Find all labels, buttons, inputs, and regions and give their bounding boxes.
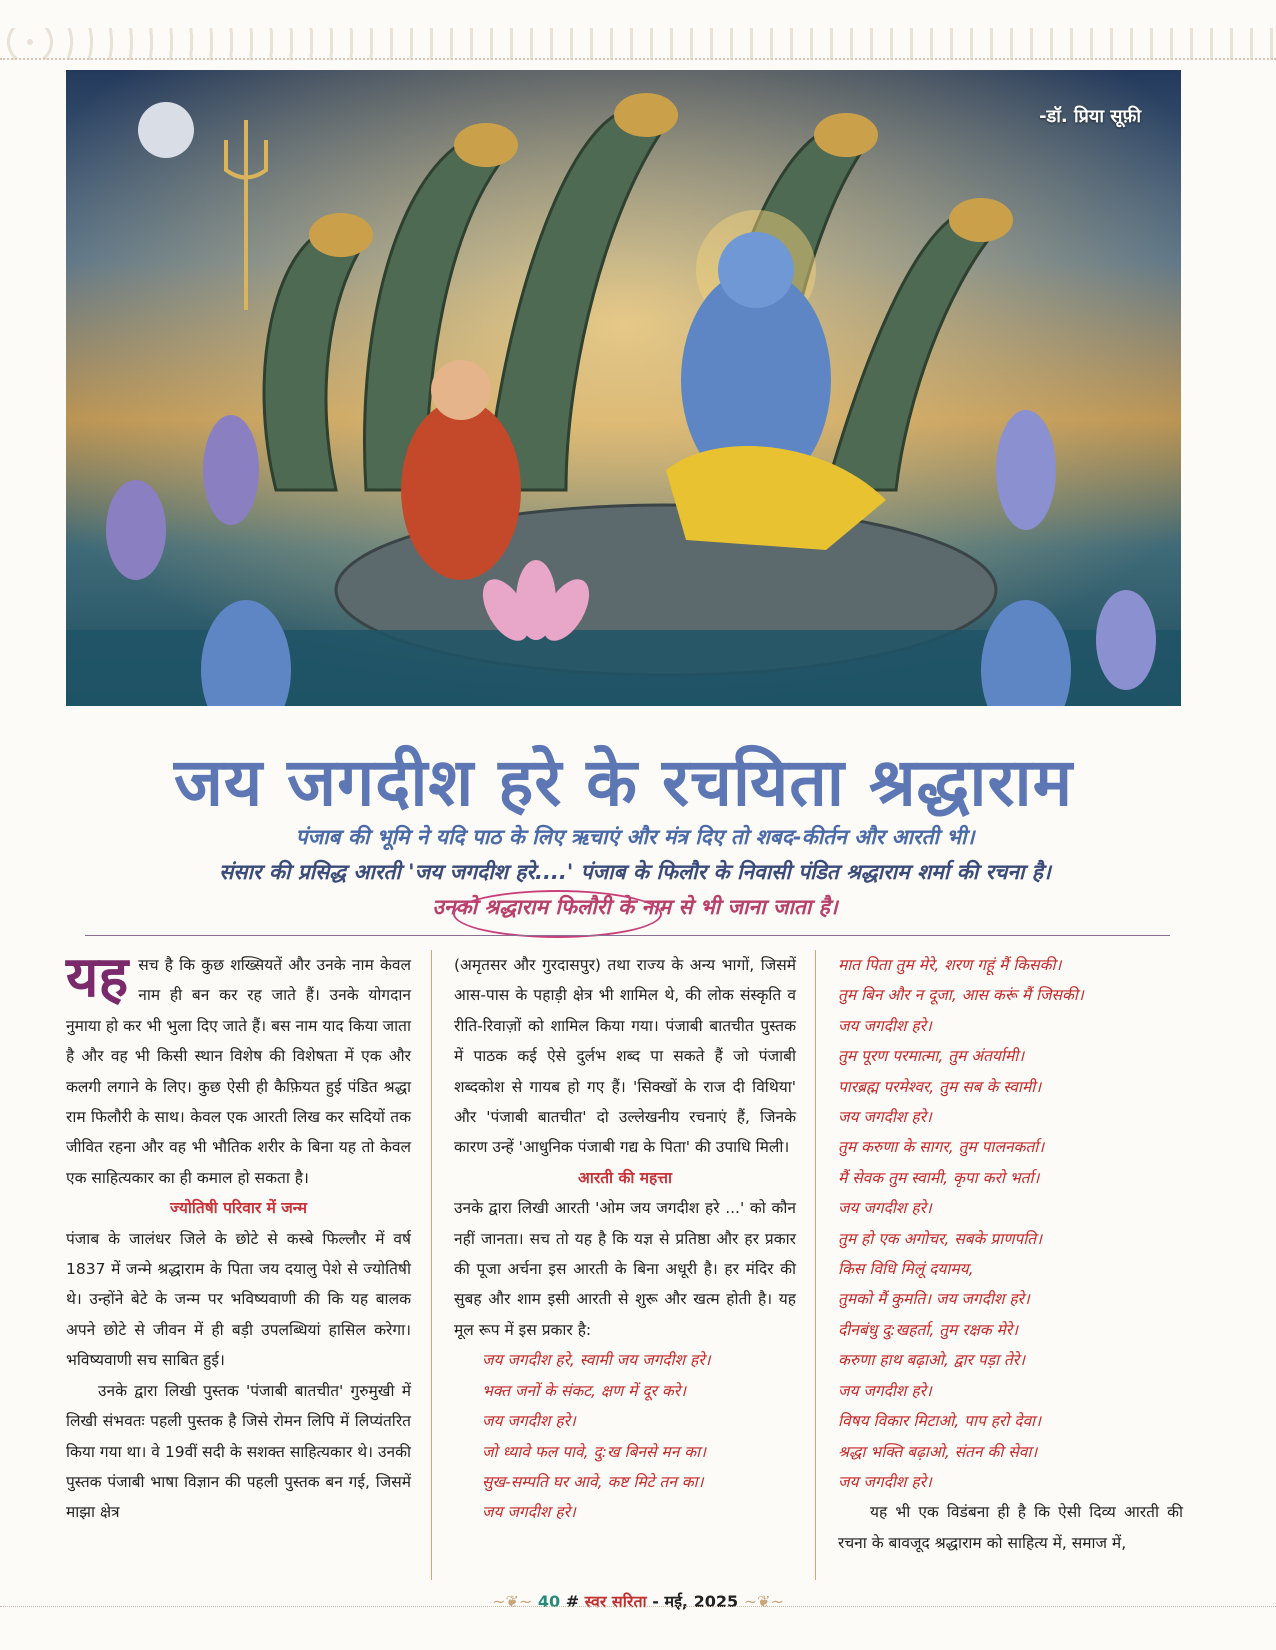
footer-ornament-icon: ~❦~ xyxy=(492,1592,533,1611)
verse-line: भक्त जनों के संकट, क्षण में दूर करे। xyxy=(482,1381,686,1400)
paragraph: यह भी एक विडंबना ही है कि ऐसी दिव्य आरती की रचना के बावजूद श्रद्धाराम को साहित्य में, समाज में, xyxy=(838,1503,1183,1552)
bottom-rule xyxy=(0,1606,1276,1607)
column-divider xyxy=(815,950,816,1580)
column-3 xyxy=(838,950,1183,1558)
verse-line: जो ध्यावे फल पावे, दु:ख बिनसे मन का। xyxy=(482,1442,707,1461)
article-title: जय जगदीश हरे के रचयिता श्रद्धाराम xyxy=(173,744,1074,821)
paragraph: उनके द्वारा लिखी आरती 'ओम जय जगदीश हरे ...' को कौन नहीं जानता। सच तो यह है कि यज्ञ से प्रतिष्ठा और हर प्रकार की पूजा अर्चना इस आरती के बिना अधूरी है। हर मंदिर की सुबह और शाम इसी आरती से शुरू और खत्म होती है। यह मूल रूप में इस प्रकार है: xyxy=(454,1199,797,1339)
subheading: आरती की महत्ता xyxy=(578,1168,672,1187)
column-divider xyxy=(431,950,432,1580)
verse-line: जय जगदीश हरे। xyxy=(838,1199,932,1218)
verse-line: मात पिता तुम मेरे, शरण गहूं मैं किसकी। xyxy=(838,956,1062,974)
verse-line: जय जगदीश हरे। xyxy=(838,1381,932,1400)
verse-line: जय जगदीश हरे। xyxy=(838,1108,932,1127)
moon-shape xyxy=(138,102,194,158)
intro-line: संसार की प्रसिद्ध आरती 'जय जगदीश हरे....' पंजाब के फिलौर के निवासी पंडित श्रद्धाराम शर्मा की रचना है। xyxy=(219,860,1051,884)
lakshmi-figure xyxy=(401,400,521,580)
verse-line: तुम पूरण परमात्मा, तुम अंतर्यामी। xyxy=(838,1047,1025,1066)
footer-hash: # xyxy=(565,1592,580,1611)
highlight-oval xyxy=(453,890,662,938)
intro-line: उनको श्रद्धाराम फिलौरी के नाम से भी जाना जाता है। xyxy=(432,895,838,919)
page-number: 40 xyxy=(537,1592,561,1611)
verse-line: तुम हो एक अगोचर, सबके प्राणपति। xyxy=(838,1229,1042,1248)
paragraph: उनके द्वारा लिखी पुस्तक 'पंजाबी बातचीत' गुरुमुखी में लिखी संभवतः पहली पुस्तक है जिसे रोमन लिपि में लिप्यंतरित किया गया था। वे 19वीं सदी के सशक्त साहित्यकार थे। उनकी पुस्तक पंजाबी भाषा विज्ञान की पहली पुस्तक बन गई, जिसमें माझा क्षेत्र xyxy=(66,1381,411,1522)
top-ornament-border xyxy=(0,28,1276,60)
paragraph: पंजाब के जालंधर जिले के छोटे से कस्बे फिल्लौर में वर्ष 1837 में जन्मे श्रद्धाराम के पिता जय दयालु पेशे से ज्योतिषी थे। उन्होंने बेटे के जन्म पर भविष्यवाणी की कि यह बालक अपने छोटे से जीवन में ही बड़ी उपलब्धियां हासिल करेगा। भविष्यवाणी सच साबित हुई। xyxy=(66,1229,411,1370)
magazine-name: स्वर सरिता xyxy=(584,1592,647,1611)
divider xyxy=(85,935,1170,936)
vishnu-sheshnag-illustration xyxy=(66,70,1181,706)
verse-line: जय जगदीश हरे। xyxy=(482,1503,576,1522)
footer-ornament-icon: ~❦~ xyxy=(743,1592,784,1611)
column-2 xyxy=(454,950,796,1528)
verse-line: किस विधि मिलूं दयामय, xyxy=(838,1260,974,1279)
paragraph: सच है कि कुछ शख्सियतें और उनके नाम केवल नाम ही बन कर रह जाते हैं। उनके योगदान नुमाया हो कर भी भुला दिए जाते हैं। बस नाम याद किया जाता है और वह भी किसी स्थान विशेष की विशेषता में एक और कलगी लगाने के लिए। कुछ ऐसी ही कैफ़ियत हुई पंडित श्रद्धा राम फिलौरी के साथ। केवल एक आरती लिख कर सदियों तक जीवित रहना और वह भी भौतिक शरीर के बिना यह तो केवल एक साहित्यकार का ही कमाल हो सकता है। xyxy=(66,956,411,1187)
verse-line: तुमको मैं कुमति। जय जगदीश हरे। xyxy=(838,1290,1030,1309)
column-1 xyxy=(66,945,411,1528)
verse-line: जय जगदीश हरे, स्वामी जय जगदीश हरे। xyxy=(482,1351,711,1370)
verse-line: मैं सेवक तुम स्वामी, कृपा करो भर्ता। xyxy=(838,1168,1040,1187)
subheading: ज्योतिषी परिवार में जन्म xyxy=(170,1199,307,1218)
hero-illustration xyxy=(66,70,1181,706)
verse-line: जय जगदीश हरे। xyxy=(838,1016,932,1035)
issue-date: - मई, 2025 xyxy=(652,1592,739,1611)
verse-line: श्रद्धा भक्ति बढ़ाओ, संतन की सेवा। xyxy=(838,1442,1038,1461)
page-footer xyxy=(0,1590,1276,1612)
verse-line: जय जगदीश हरे। xyxy=(482,1412,576,1431)
verse-line: तुम करुणा के सागर, तुम पालनकर्ता। xyxy=(838,1138,1045,1157)
author-credit: -डॉ. प्रिया सूफ़ी xyxy=(1039,106,1141,127)
verse-line: पारब्रह्म परमेश्वर, तुम सब के स्वामी। xyxy=(838,1077,1042,1096)
intro-line: पंजाब की भूमि ने यदि पाठ के लिए ऋचाएं और मंत्र दिए तो शबद-कीर्तन और आरती भी। xyxy=(295,825,975,849)
verse-line: विषय विकार मिटाओ, पाप हरो देवा। xyxy=(838,1412,1041,1431)
drop-cap: यह xyxy=(66,945,129,1010)
verse-line: तुम बिन और न दूजा, आस करूं मैं जिसकी। xyxy=(838,986,1084,1005)
paragraph: (अमृतसर और गुरदासपुर) तथा राज्य के अन्य भागों, जिसमें आस-पास के पहाड़ी क्षेत्र भी शामिल थे, की लोक संस्कृति व रीति-रिवाज़ों को शामिल किया गया। पंजाबी बातचीत पुस्तक में पाठक कई ऐसे दुर्लभ शब्द पा सकते हैं जो पंजाबी शब्दकोश से गायब हो गए हैं। 'सिक्खों के राज दी विथिया' और 'पंजाबी बातचीत' दो उल्लेखनीय रचनाएं हैं, जिनके कारण उन्हें 'आधुनिक पंजाबी गद्य के पिता' की उपाधि मिली। xyxy=(454,956,796,1157)
verse-line: दीनबंधु दु:खहर्ता, तुम रक्षक मेरे। xyxy=(838,1320,1019,1339)
verse-line: जय जगदीश हरे। xyxy=(838,1472,932,1491)
verse-line: करुणा हाथ बढ़ाओ, द्वार पड़ा तेरे। xyxy=(838,1351,1025,1370)
verse-line: सुख-सम्पति घर आवे, कष्ट मिटे तन का। xyxy=(482,1472,704,1491)
